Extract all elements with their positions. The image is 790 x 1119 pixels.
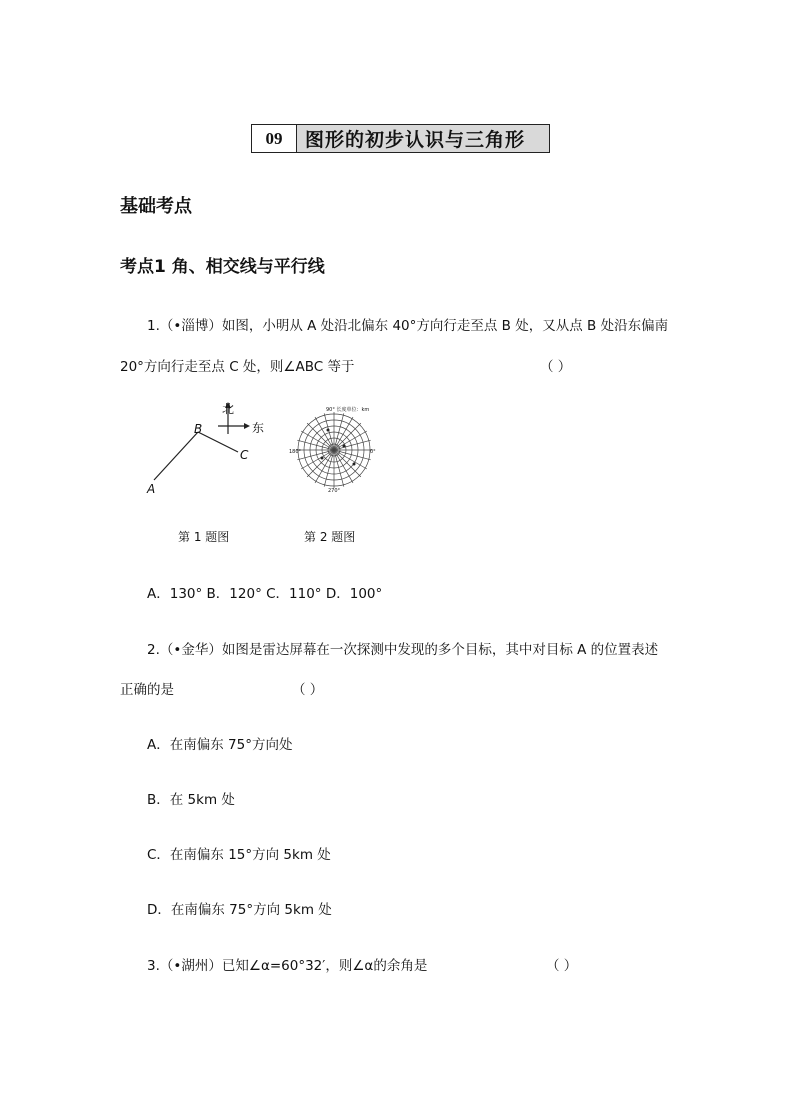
q3-line1: 3.（•湖州）已知∠α=60°32′，则∠α的余角是 bbox=[147, 958, 428, 974]
fig1-east-label: 东 bbox=[252, 421, 265, 435]
section-heading: 基础考点 bbox=[120, 196, 192, 217]
q1-line1: 1.（•淄博）如图，小明从 A 处沿北偏东 40°方向行走至点 B 处，又从点 B 处沿东偏南 bbox=[147, 318, 669, 334]
fig1-point-C: C bbox=[240, 448, 249, 462]
subsection-heading: 考点1 角、相交线与平行线 bbox=[120, 257, 325, 277]
radar-bottom-label: 270° bbox=[328, 488, 341, 494]
radar-left-label: 180° bbox=[289, 449, 302, 455]
segment-BC bbox=[198, 432, 238, 452]
radar-target-dot bbox=[343, 445, 346, 448]
radar-right-label: 0° bbox=[370, 449, 376, 455]
fig1-caption: 第 1 题图 bbox=[178, 530, 230, 544]
segment-AB bbox=[154, 432, 198, 480]
fig1-north-label: 北 bbox=[222, 402, 235, 416]
q2-line1: 2.（•金华）如图是雷达屏幕在一次探测中发现的多个目标，其中对目标 A 的位置表述 bbox=[147, 642, 659, 658]
figure1-diagram bbox=[140, 398, 270, 498]
q2-option-d: D．在南偏东 75°方向 5km 处 bbox=[147, 902, 332, 918]
fig1-point-A: A bbox=[147, 482, 156, 496]
radar-spoke bbox=[334, 450, 371, 460]
q3-answer-bracket: （ ） bbox=[546, 958, 578, 974]
chapter-number: 09 bbox=[252, 125, 297, 152]
radar-spoke bbox=[297, 450, 334, 460]
q1-answer-bracket: （ ） bbox=[540, 359, 572, 375]
radar-target-dot bbox=[353, 463, 356, 466]
q1-line2: 20°方向行走至点 C 处，则∠ABC 等于 bbox=[120, 359, 355, 375]
east-arrow-icon bbox=[244, 423, 250, 429]
radar-top-label: 90° 长度单位：km bbox=[326, 407, 370, 413]
q2-option-b: B．在 5km 处 bbox=[147, 792, 235, 808]
radar-spoke bbox=[334, 413, 344, 450]
radar-spoke bbox=[334, 440, 371, 450]
q2-answer-bracket: （ ） bbox=[292, 682, 324, 698]
fig1-point-B: B bbox=[194, 422, 203, 436]
chapter-title-box bbox=[251, 124, 550, 153]
chapter-title: 图形的初步认识与三角形 bbox=[297, 125, 549, 152]
radar-target-dot bbox=[321, 457, 324, 460]
radar-spoke bbox=[297, 440, 334, 450]
radar-spoke bbox=[334, 450, 344, 487]
q2-line2: 正确的是 bbox=[120, 682, 174, 698]
q2-option-a: A．在南偏东 75°方向处 bbox=[147, 737, 293, 753]
q2-option-c: C．在南偏东 15°方向 5km 处 bbox=[147, 847, 331, 863]
q1-options: A．130° B．120° C．110° D．100° bbox=[147, 586, 383, 602]
fig2-caption: 第 2 题图 bbox=[304, 530, 356, 544]
radar-spoke bbox=[324, 413, 334, 450]
radar-spoke bbox=[324, 450, 334, 487]
radar-target-dot bbox=[327, 429, 330, 432]
